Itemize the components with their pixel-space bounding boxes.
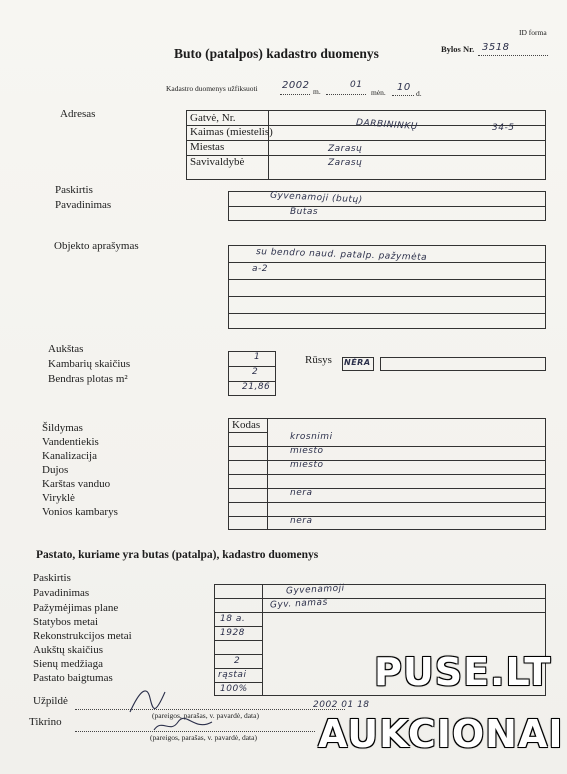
- recorded-day: 10: [397, 82, 411, 93]
- signature-mark-2: [150, 716, 220, 736]
- checked-caption: (pareigos, parašas, v. pavardė, data): [150, 733, 257, 742]
- street-value: DARBININKŲ: [355, 117, 419, 133]
- watermark-line-1: PUSE.LT: [374, 650, 552, 694]
- building-label: Pastato baigtumas: [33, 672, 113, 684]
- building-label: Rekonstrukcijos metai: [33, 630, 132, 642]
- file-number-line: [478, 55, 548, 56]
- building-value: 1928: [220, 628, 245, 638]
- description-line-2: a-2: [252, 264, 268, 274]
- building-label: Pažymėjimas plane: [33, 602, 119, 614]
- file-number-value: 3518: [482, 42, 510, 53]
- area-value: 21,86: [242, 382, 271, 392]
- name-label: Pavadinimas: [55, 199, 112, 211]
- form-title: Buto (patalpos) kadastro duomenys: [174, 46, 379, 61]
- purpose-label: Paskirtis: [55, 184, 93, 196]
- basement-label: Rūsys: [305, 354, 332, 366]
- form-id: ID forma: [519, 28, 547, 37]
- area-label: Bendras plotas m²: [48, 373, 128, 385]
- rooms-value: 2: [252, 367, 259, 377]
- building-label: Aukštų skaičius: [33, 644, 103, 656]
- basement-value: NĖRA: [344, 358, 371, 367]
- file-number-label: Bylos Nr.: [441, 44, 475, 54]
- floor-value: 1: [254, 352, 261, 362]
- building-label: Pavadinimas: [33, 587, 90, 599]
- utility-label: Vandentiekis: [42, 436, 99, 448]
- municipality-label: Savivaldybė: [190, 156, 245, 168]
- building-value: 100%: [220, 684, 248, 694]
- building-section-title: Pastato, kuriame yra butas (patalpa), kadastro duomenys: [36, 549, 319, 561]
- address-label: Adresas: [60, 108, 96, 120]
- building-value: Gyvenamoji: [285, 583, 345, 597]
- purpose-value: Gyvenamoji (butų): [269, 190, 363, 206]
- signature-mark: [125, 680, 185, 720]
- utility-label: Šildymas: [42, 422, 83, 434]
- building-value: 18 a.: [220, 614, 246, 624]
- recorded-month: 01: [350, 80, 363, 90]
- utility-value: nėra: [290, 516, 313, 526]
- utility-label: Vonios kambarys: [42, 506, 118, 518]
- utility-value: nėra: [290, 488, 313, 498]
- utility-label: Karštas vanduo: [42, 478, 111, 490]
- checked-by-label: Tikrino: [29, 716, 62, 728]
- city-value: Zarasų: [328, 144, 363, 154]
- document-page: ID forma Bylos Nr. 3518 Buto (patalpos) kadastro duomenys Kadastro duomenys užfiksuoti 2002 m. 01 mėn. 10 d. Adresas Gatvė, Nr. Kaimas (miestelis) Miestas Savivaldybė DARBININKŲ 34-5 Zarasų Zarasų Paskirtis Pavadinimas Gyvenamoji (butų) Butas Objekto aprašymas su bendro naud. patalp. pažymėta a-2 Aukštas Kambarių skaičius Bendras plotas m² 1 2 21,86 Rūsys NĖRA Kodas Šildymas Vandentiekis Kanalizacija Dujos Karštas vanduo Viryklė Vonios kambarys krosnimi miesto miesto nėra nėra Pastato, kuriame yra butas (patalpa), kadastro duomenys Paskirtis Pavadinimas Pažymėjimas plane Statybos metai Rekonstrukcijos metai Aukštų skaičius Sienų medžiaga Pastato baigtumas Gyvenamoji Gyv. namas 18 a. 1928 2 rąstai 100% Užpildė (pareigos, parašas, v. pavardė, data) 2002 01 18 Tikrino (pareigos, parašas, v. pavardė, data) PUSE.LT AUKCIONAI: [0, 0, 567, 774]
- building-label: Paskirtis: [33, 572, 71, 584]
- city-label: Miestas: [190, 141, 225, 153]
- building-value: 2: [234, 656, 241, 666]
- floor-label: Aukštas: [48, 343, 84, 355]
- building-value: Gyv. namas: [269, 597, 329, 611]
- utility-value: krosnimi: [290, 432, 333, 442]
- utility-value: miesto: [290, 446, 324, 456]
- municipality-value: Zarasų: [328, 158, 363, 168]
- building-label: Statybos metai: [33, 616, 99, 628]
- building-label: Sienų medžiaga: [33, 658, 103, 670]
- watermark-line-2: AUKCIONAI: [318, 712, 564, 756]
- code-header: Kodas: [232, 419, 261, 431]
- rooms-label: Kambarių skaičius: [48, 358, 131, 370]
- description-line-1: su bendro naud. patalp. pažymėta: [255, 247, 428, 263]
- utility-label: Kanalizacija: [42, 450, 97, 462]
- filled-caption: (pareigos, parašas, v. pavardė, data): [152, 711, 259, 720]
- utility-value: miesto: [290, 460, 324, 470]
- village-label: Kaimas (miestelis): [190, 126, 273, 138]
- basement-extra-box: [380, 357, 546, 371]
- description-label: Objekto aprašymas: [54, 240, 139, 252]
- utility-label: Dujos: [42, 464, 69, 476]
- filled-by-label: Užpildė: [33, 695, 68, 707]
- number-value: 34-5: [492, 123, 515, 133]
- street-label: Gatvė, Nr.: [190, 112, 236, 124]
- name-value: Butas: [290, 207, 319, 217]
- utility-label: Viryklė: [42, 492, 75, 504]
- building-value: rąstai: [218, 670, 247, 680]
- filled-date: 2002 01 18: [313, 700, 370, 710]
- recorded-year: 2002: [282, 80, 310, 91]
- recorded-prefix: Kadastro duomenys užfiksuoti: [166, 84, 258, 93]
